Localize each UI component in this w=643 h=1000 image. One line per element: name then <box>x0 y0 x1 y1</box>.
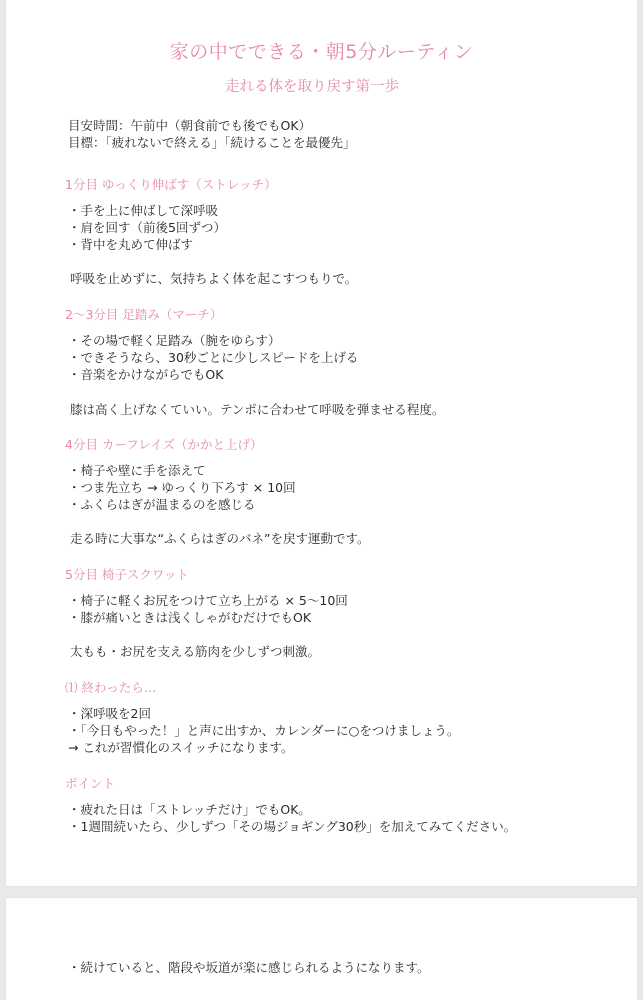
list-item: ・1週間続いたら、少しずつ「その場ジョギング30秒」を加えてみてください。 <box>68 819 517 834</box>
section-note: 太もも・お尻を支える筋肉を少しずつ刺激。 <box>70 644 321 659</box>
list-item: ・「今日もやった！」と声に出すか、カレンダーに○をつけましょう。 <box>68 723 460 738</box>
section-note: 走る時に大事な“ふくらはぎのバネ”を戻す運動です。 <box>70 531 370 546</box>
list-item: ・椅子や壁に手を添えて <box>68 463 206 478</box>
document-page-2 <box>6 898 637 1000</box>
list-item: ・肩を回す（前後5回ずつ） <box>68 220 226 235</box>
section-heading-after: ⑴ 終わったら… <box>65 680 157 695</box>
list-item: ・疲れた日は「ストレッチだけ」でもOK。 <box>68 802 311 817</box>
section-note: 呼吸を止めずに、気持ちよく体を起こすつもりで。 <box>70 271 358 286</box>
document-page-1 <box>6 0 637 886</box>
list-item: ・ふくらはぎが温まるのを感じる <box>68 497 256 512</box>
page-title: 家の中でできる・朝5分ルーティン <box>169 41 474 63</box>
section-heading-point: ポイント <box>65 776 116 791</box>
list-item: ・深呼吸を2回 <box>68 706 151 721</box>
section-heading-march: 2〜3分目 足踏み（マーチ） <box>65 307 223 322</box>
section-note: 膝は高く上げなくていい。テンポに合わせて呼吸を弾ませる程度。 <box>70 402 445 417</box>
list-item: → これが習慣化のスイッチになります。 <box>68 740 294 755</box>
meta-time: 目安時間：午前中（朝食前でも後でもOK） <box>68 118 312 133</box>
list-item: ・続けていると、階段や坂道が楽に感じられるようになります。 <box>68 960 430 975</box>
section-heading-stretch: 1分目 ゆっくり伸ばす（ストレッチ） <box>65 177 277 192</box>
meta-goal: 目標：「疲れないで終える」「続けることを最優先」 <box>68 135 356 150</box>
list-item: ・つま先立ち → ゆっくり下ろす × 10回 <box>68 480 296 495</box>
list-item: ・音楽をかけながらでもOK <box>68 367 224 382</box>
list-item: ・その場で軽く足踏み（腕をゆらす） <box>68 333 281 348</box>
section-heading-squat: 5分目 椅子スクワット <box>65 567 189 582</box>
page-subtitle: 走れる体を取り戻す第一歩 <box>225 79 399 95</box>
list-item: ・できそうなら、30秒ごとに少しスピードを上げる <box>68 350 359 365</box>
section-heading-calf-raise: 4分目 カーフレイズ（かかと上げ） <box>65 437 263 452</box>
list-item: ・背中を丸めて伸ばす <box>68 237 194 252</box>
list-item: ・膝が痛いときは浅くしゃがむだけでもOK <box>68 610 312 625</box>
list-item: ・手を上に伸ばして深呼吸 <box>68 203 219 218</box>
list-item: ・椅子に軽くお尻をつけて立ち上がる × 5〜10回 <box>68 593 348 608</box>
